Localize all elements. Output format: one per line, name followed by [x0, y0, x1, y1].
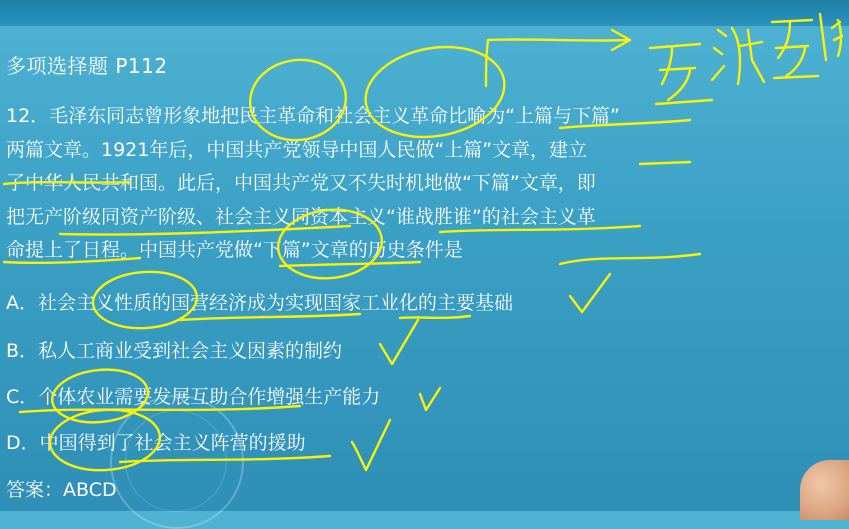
watermark-seal-inner — [125, 410, 227, 512]
question-line: 把无产阶级同资产阶级、社会主义同资本主义“谁战胜谁”的社会主义革 — [6, 205, 596, 228]
ink-arrow — [486, 39, 628, 86]
question-line: 12．毛泽东同志曾形象地把民主革命和社会主义革命比喻为“上篇与下篇” — [6, 105, 620, 127]
question-line: 命提上了日程。中国共产党做“下篇”文章的历史条件是 — [6, 239, 463, 261]
answer-text: 答案：ABCD — [6, 479, 117, 501]
option-d: D．中国得到了社会主义阵营的援助 — [6, 432, 306, 454]
section-heading: 多项选择题 P112 — [6, 54, 168, 78]
question-line: 了中华人民共和国。此后，中国共产党又不失时机地做“下篇”文章，即 — [6, 172, 596, 194]
option-c: C．个体农业需要发展互助合作增强生产能力 — [6, 386, 381, 408]
check-mark-d — [352, 420, 390, 470]
option-b: B．私人工商业受到社会主义因素的制约 — [6, 340, 343, 362]
ink-handwriting — [712, 28, 764, 84]
ink-underline — [400, 316, 470, 318]
ink-handwriting — [650, 44, 712, 104]
question-text — [6, 100, 706, 268]
top-bar — [0, 0, 849, 26]
check-mark-a — [570, 274, 610, 312]
ink-arrow — [612, 30, 630, 50]
option-a: A．社会主义性质的国营经济成为实现国家工业化的主要基础 — [6, 292, 513, 314]
question-line: 两篇文章。1921年后，中国共产党领导中国人民做“上篇”文章，建立 — [6, 138, 588, 161]
ink-handwriting — [772, 20, 818, 78]
check-mark-b — [380, 320, 418, 364]
presenter-avatar — [800, 460, 849, 520]
check-mark-c — [420, 388, 440, 410]
